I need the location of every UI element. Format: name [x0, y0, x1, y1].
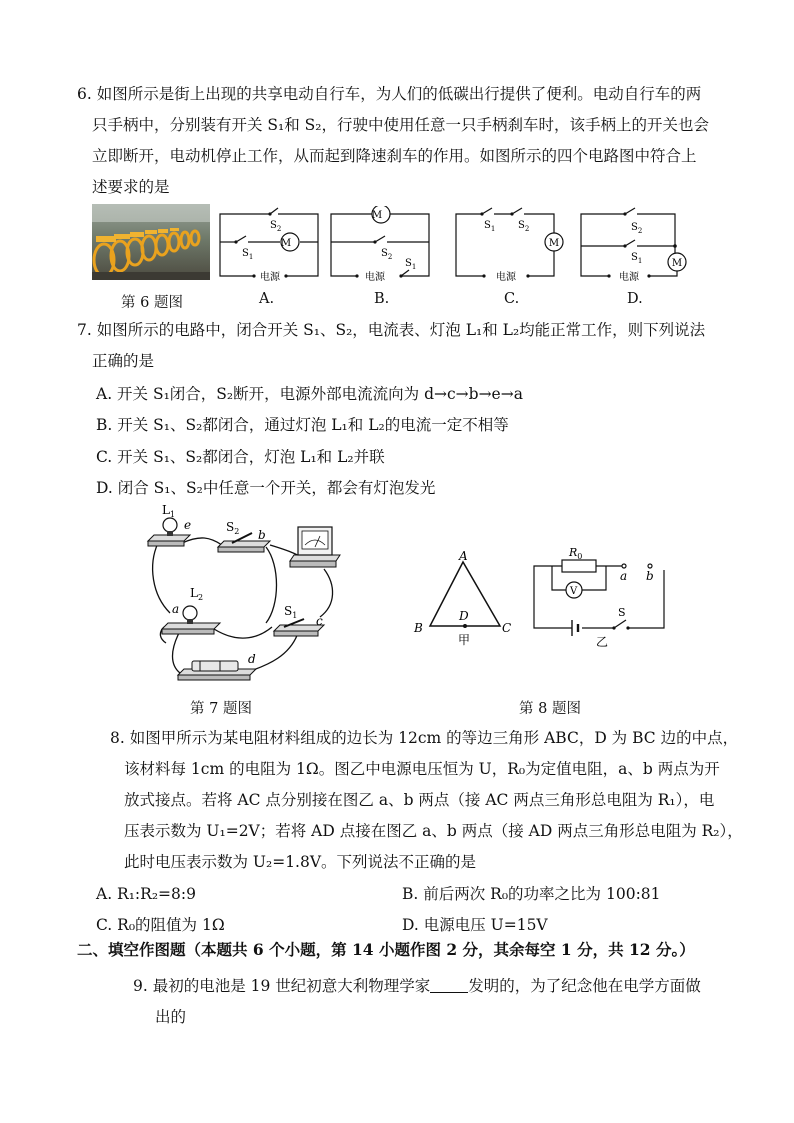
motor-label: M: [280, 238, 292, 249]
svg-text:S1: $S_1$: [284, 604, 298, 620]
svg-text:L2: $L_2$: [190, 586, 204, 602]
svg-text:B: B: [414, 621, 423, 635]
q6-option-a: A.: [259, 291, 275, 307]
q7-option-a: A. 开关 S₁闭合，S₂断开，电源外部电流流向为 d→c→b→e→a: [96, 385, 523, 403]
q7-line-2: 正确的是: [92, 352, 155, 370]
q6-circuit-d: [579, 206, 691, 282]
q6-option-d: D.: [627, 291, 643, 307]
svg-text:S2: $S_2$: [226, 520, 240, 536]
q6-line-4: 述要求的是: [92, 178, 170, 196]
svg-text:S2: $S_2$: [518, 220, 530, 233]
q7-option-b: B. 开关 S₁、S₂都闭合，通过灯泡 L₁和 L₂的电流一定不相等: [96, 416, 509, 434]
svg-text:甲: 甲: [458, 633, 471, 647]
svg-text:D: D: [459, 609, 469, 623]
q6-line-1: 6. 如图所示是街上出现的共享电动自行车，为人们的低碳出行提供了便利。电动自行车的两: [77, 85, 702, 103]
svg-text:e: e: [184, 518, 192, 532]
q8-caption: 第 8 题图: [519, 701, 581, 717]
q9-answer-blank[interactable]: [430, 978, 468, 993]
q6-option-b: B.: [374, 291, 390, 307]
q8-option-c: C. R₀的阻值为 1Ω: [96, 916, 225, 934]
q8-option-b: B. 前后两次 R₀的功率之比为 100:81: [402, 885, 661, 903]
section-2-heading: 二、填空作图题（本题共 6 个小题，第 14 小题作图 2 分，其余每空 1 分，共 12 分。）: [77, 940, 695, 959]
svg-text:乙: 乙: [596, 635, 609, 649]
q7-option-c: C. 开关 S₁、S₂都闭合，灯泡 L₁和 L₂并联: [96, 448, 385, 466]
svg-text:S2: $S_2$: [631, 222, 643, 235]
svg-text:A: A: [459, 549, 468, 563]
svg-text:S1: $S_1$: [631, 252, 643, 265]
svg-text:c: c: [316, 614, 323, 628]
q8-option-a: A. R₁:R₂=8:9: [96, 885, 196, 903]
svg-text:电源: 电源: [365, 272, 385, 282]
q7-caption: 第 7 题图: [190, 701, 252, 717]
svg-text:V: V: [570, 586, 578, 597]
svg-text:L1: $L_1$: [162, 505, 176, 519]
q8-triangle-figure: [408, 548, 518, 648]
q6-line-3: 立即断开，电动机停止工作，从而起到降速刹车的作用。如图所示的四个电路图中符合上: [92, 147, 697, 165]
svg-text:S1: $S_1$: [242, 248, 254, 261]
svg-text:C: C: [502, 621, 512, 635]
q8-line-2: 该材料每 1cm 的电阻为 1Ω。图乙中电源电压恒为 U，R₀为定值电阻，a、b 两点为开: [124, 760, 720, 778]
q6-circuit-c: [454, 206, 564, 282]
q8-option-d: D. 电源电压 U=15V: [402, 916, 548, 934]
svg-text:电源: 电源: [496, 272, 516, 282]
q7-line-1: 7. 如图所示的电路中，闭合开关 S₁、S₂，电流表、灯泡 L₁和 L₂均能正常工作，则下列说法: [77, 321, 706, 339]
q9-line-2: 出的: [155, 1008, 187, 1026]
svg-text:S2: $S_2$: [270, 220, 282, 233]
q7-option-d: D. 闭合 S₁、S₂中任意一个开关，都会有灯泡发光: [96, 479, 436, 497]
q6-option-c: C.: [504, 291, 520, 307]
q8-line-3: 放式接点。若将 AC 点分别接在图乙 a、b 两点（接 AC 两点三角形总电阻为 R₁），电: [124, 791, 715, 809]
svg-text:M: M: [671, 258, 683, 269]
q7-circuit-figure: [140, 505, 350, 685]
q8-line-4: 压表示数为 U₁=2V；若将 AD 点接在图乙 a、b 两点（接 AD 两点三角形总电阻为 R₂），: [124, 822, 743, 840]
svg-text:R0: $R_0$: [569, 546, 583, 561]
svg-text:d: d: [248, 652, 256, 666]
source-label: 电源: [260, 272, 280, 282]
svg-text:S1: $S_1$: [484, 220, 496, 233]
shared-bike-photo: [92, 204, 210, 280]
svg-text:b: b: [646, 569, 654, 583]
svg-text:a: a: [172, 602, 180, 616]
svg-text:b: b: [258, 528, 266, 542]
q6-line-2: 只手柄中，分别装有开关 S₁和 S₂，行驶中使用任意一只手柄刹车时，该手柄上的开关也会: [92, 116, 710, 134]
svg-text:a: a: [620, 569, 628, 583]
svg-text:S1: $S_1$: [405, 258, 417, 271]
q8-line-1: 8. 如图甲所示为某电阻材料组成的边长为 12cm 的等边三角形 ABC，D 为 BC 边的中点，: [110, 729, 739, 747]
svg-text:S2: $S_2$: [381, 248, 393, 261]
svg-text:M: M: [371, 210, 383, 221]
svg-text:电源: 电源: [619, 272, 639, 282]
q9-line-1: 9. 最初的电池是 19 世纪初意大利物理学家 发明的，为了纪念他在电学方面做: [133, 977, 701, 995]
q6-circuit-b: [329, 206, 433, 282]
q8-line-5: 此时电压表示数为 U₂=1.8V。下列说法不正确的是: [124, 853, 477, 871]
q8-circuit-figure: [524, 540, 694, 650]
q6-circuit-a: [218, 206, 322, 282]
svg-text:M: M: [548, 238, 560, 249]
svg-text:S: S: [618, 606, 626, 619]
q6-photo-caption: 第 6 题图: [121, 295, 183, 311]
